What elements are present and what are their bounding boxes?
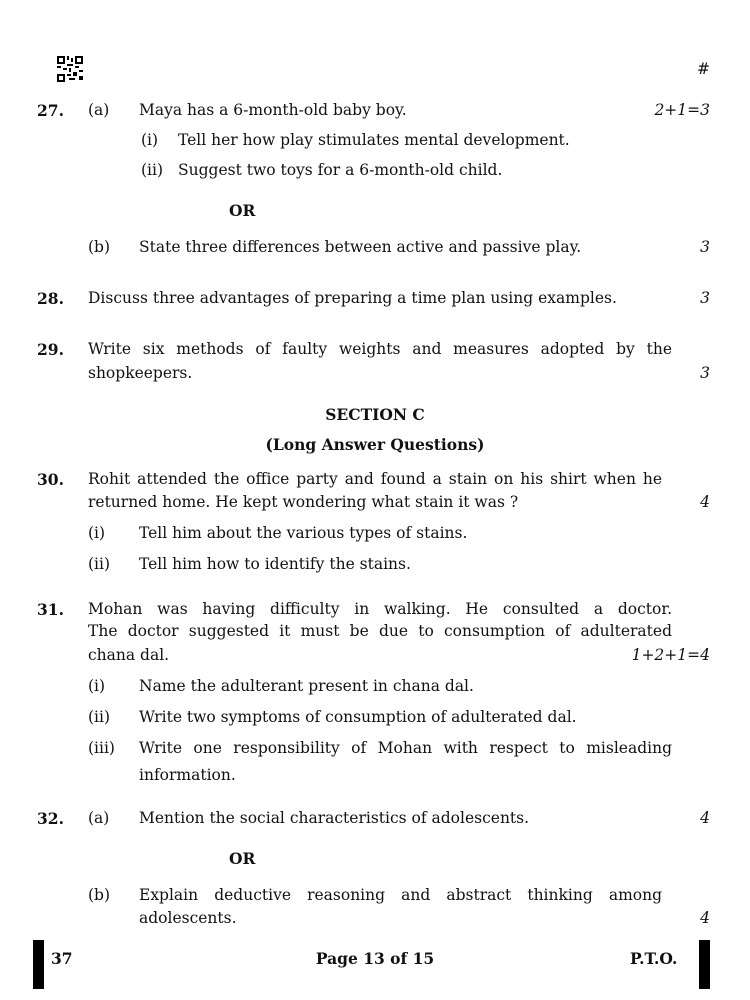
q31-ii-text: Write two symptoms of consumption of adulterated dal. [139,708,577,726]
q30-text-line1: Rohit attended the office party and found a stain on his shirt when he [88,470,662,488]
q30-marks: 4 [700,493,710,511]
q29-text-line2: shopkeepers. [88,364,193,382]
q29-number: 29. [37,340,64,359]
q32-a-label: (a) [88,809,110,827]
q27-ii-text: Suggest two toys for a 6-month-old child. [178,161,503,179]
q31-text-line2: The doctor suggested it must be due to consumption of adulterated [88,622,672,640]
q31-iii-text-line2: information. [139,766,236,784]
q31-text-line3: chana dal. [88,646,170,664]
q31-i-label: (i) [88,677,106,695]
q31-iii-text-line1: Write one responsibility of Mohan with respect to misleading [139,739,672,757]
q28-text: Discuss three advantages of preparing a time plan using examples. [88,289,617,307]
q28-marks: 3 [700,289,710,307]
q32-b-text-line2: adolescents. [139,909,237,927]
q30-i-label: (i) [88,524,106,542]
q27-i-text: Tell her how play stimulates mental development. [178,131,570,149]
q28-number: 28. [37,289,64,308]
q30-ii-text: Tell him how to identify the stains. [139,555,411,573]
footer-code: 37 [51,949,73,968]
q30-i-text: Tell him about the various types of stains. [139,524,468,542]
q29-text-line1: Write six methods of faulty weights and measures adopted by the [88,340,672,358]
q27-number: 27. [37,101,64,120]
q31-ii-label: (ii) [88,708,111,726]
footer-pto: P.T.O. [630,949,678,968]
q30-ii-label: (ii) [88,555,111,573]
q31-text-line1: Mohan was having difficulty in walking. He consulted a doctor. [88,600,672,618]
footer-right-bar [699,940,710,989]
footer-page-number: Page 13 of 15 [315,949,435,968]
q29-marks: 3 [700,364,710,382]
q30-text-line2: returned home. He kept wondering what stain it was ? [88,493,519,511]
q32-number: 32. [37,809,64,828]
section-subtitle: (Long Answer Questions) [265,435,485,454]
q32-b-marks: 4 [700,909,710,927]
q27-a-marks: 2+1=3 [654,101,710,119]
q31-i-text: Name the adulterant present in chana dal. [139,677,474,695]
q32-or: OR [229,849,256,868]
q32-b-label: (b) [88,886,111,904]
q32-a-text: Mention the social characteristics of adolescents. [139,809,530,827]
q27-a-text: Maya has a 6-month-old baby boy. [139,101,407,119]
q32-b-text-line1: Explain deductive reasoning and abstract thinking among [139,886,662,904]
q27-a-label: (a) [88,101,110,119]
q27-b-label: (b) [88,238,111,256]
header-hash: # [697,60,710,78]
q30-number: 30. [37,470,64,489]
qr-code-icon [57,56,83,82]
q27-or: OR [229,201,256,220]
section-title: SECTION C [325,405,425,424]
q31-iii-label: (iii) [88,739,115,757]
q31-marks: 1+2+1=4 [631,646,710,664]
q27-ii-label: (ii) [141,161,164,179]
q27-i-label: (i) [141,131,159,149]
q32-a-marks: 4 [700,809,710,827]
q31-number: 31. [37,600,64,619]
q27-b-marks: 3 [700,238,710,256]
q27-b-text: State three differences between active and passive play. [139,238,582,256]
